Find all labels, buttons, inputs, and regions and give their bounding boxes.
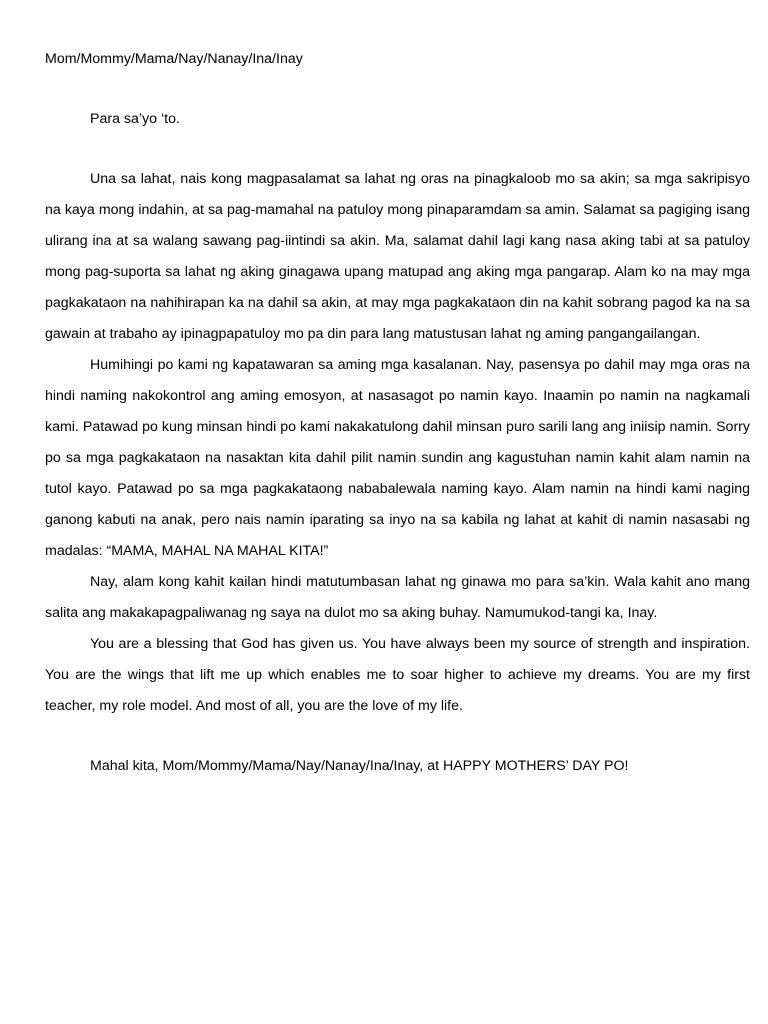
letter-closing: Mahal kita, Mom/Mommy/Mama/Nay/Nanay/Ina/Inay, at HAPPY MOTHERS’ DAY PO! (90, 758, 629, 774)
letter-page (45, 44, 750, 782)
letter-intro: Para sa’yo ‘to. (90, 111, 180, 127)
letter-paragraph-blessing: You are a blessing that God has given us. You have always been my source of strength and inspiration. You are the wings that lift me up which enables me to soar higher to achieve my dreams. You are my first teacher, my role model. And most of all, you are the love of my life. (45, 636, 750, 714)
letter-salutation: Mom/Mommy/Mama/Nay/Nanay/Ina/Inay (45, 51, 303, 67)
letter-paragraph-gratitude: Nay, alam kong kahit kailan hindi matutumbasan lahat ng ginawa mo para sa’kin. Wala kahit ano mang salita ang makakapagpaliwanag ng saya na dulot mo sa aking buhay. Namumukod-tangi ka, Inay. (45, 574, 750, 621)
letter-paragraph-thanks: Una sa lahat, nais kong magpasalamat sa lahat ng oras na pinagkaloob mo sa akin; sa mga sakripisyo na kaya mong indahin, at sa pag-mamahal na patuloy mong pinaparamdam sa amin. Salamat sa pagiging isang ulirang ina at sa walang sawang pag-iintindi sa akin. Ma, salamat dahil lagi kang nasa aking tabi at sa patuloy mong pag-suporta sa lahat ng aking ginagawa upang matupad ang aking mga pangarap. Alam ko na may mga pagkakataon na nahihirapan ka na dahil sa akin, at may mga pagkakataon din na kahit sobrang pagod ka na sa gawain at trabaho ay ipinagpapatuloy mo pa din para lang matustusan lahat ng aming pangangailangan. (45, 171, 750, 342)
letter-paragraph-apology: Humihingi po kami ng kapatawaran sa aming mga kasalanan. Nay, pasensya po dahil may mga oras na hindi naming nakokontrol ang aming emosyon, at nasasagot po namin kayo. Inaamin po namin na nagkamali kami. Patawad po kung minsan hindi po kami nakakatulong dahil minsan puro sarili lang ang iniisip namin. Sorry po sa mga pagkakataon na nasaktan kita dahil pilit namin sundin ang kagustuhan namin kahit alam namin na tutol kayo. Patawad po sa mga pagkakataong nababalewala naming kayo. Alam namin na hindi kami naging ganong kabuti na anak, pero nais namin iparating sa inyo na sa kabila ng lahat at kahit di namin nasasabi ng madalas: “MAMA, MAHAL NA MAHAL KITA!” (45, 357, 750, 559)
